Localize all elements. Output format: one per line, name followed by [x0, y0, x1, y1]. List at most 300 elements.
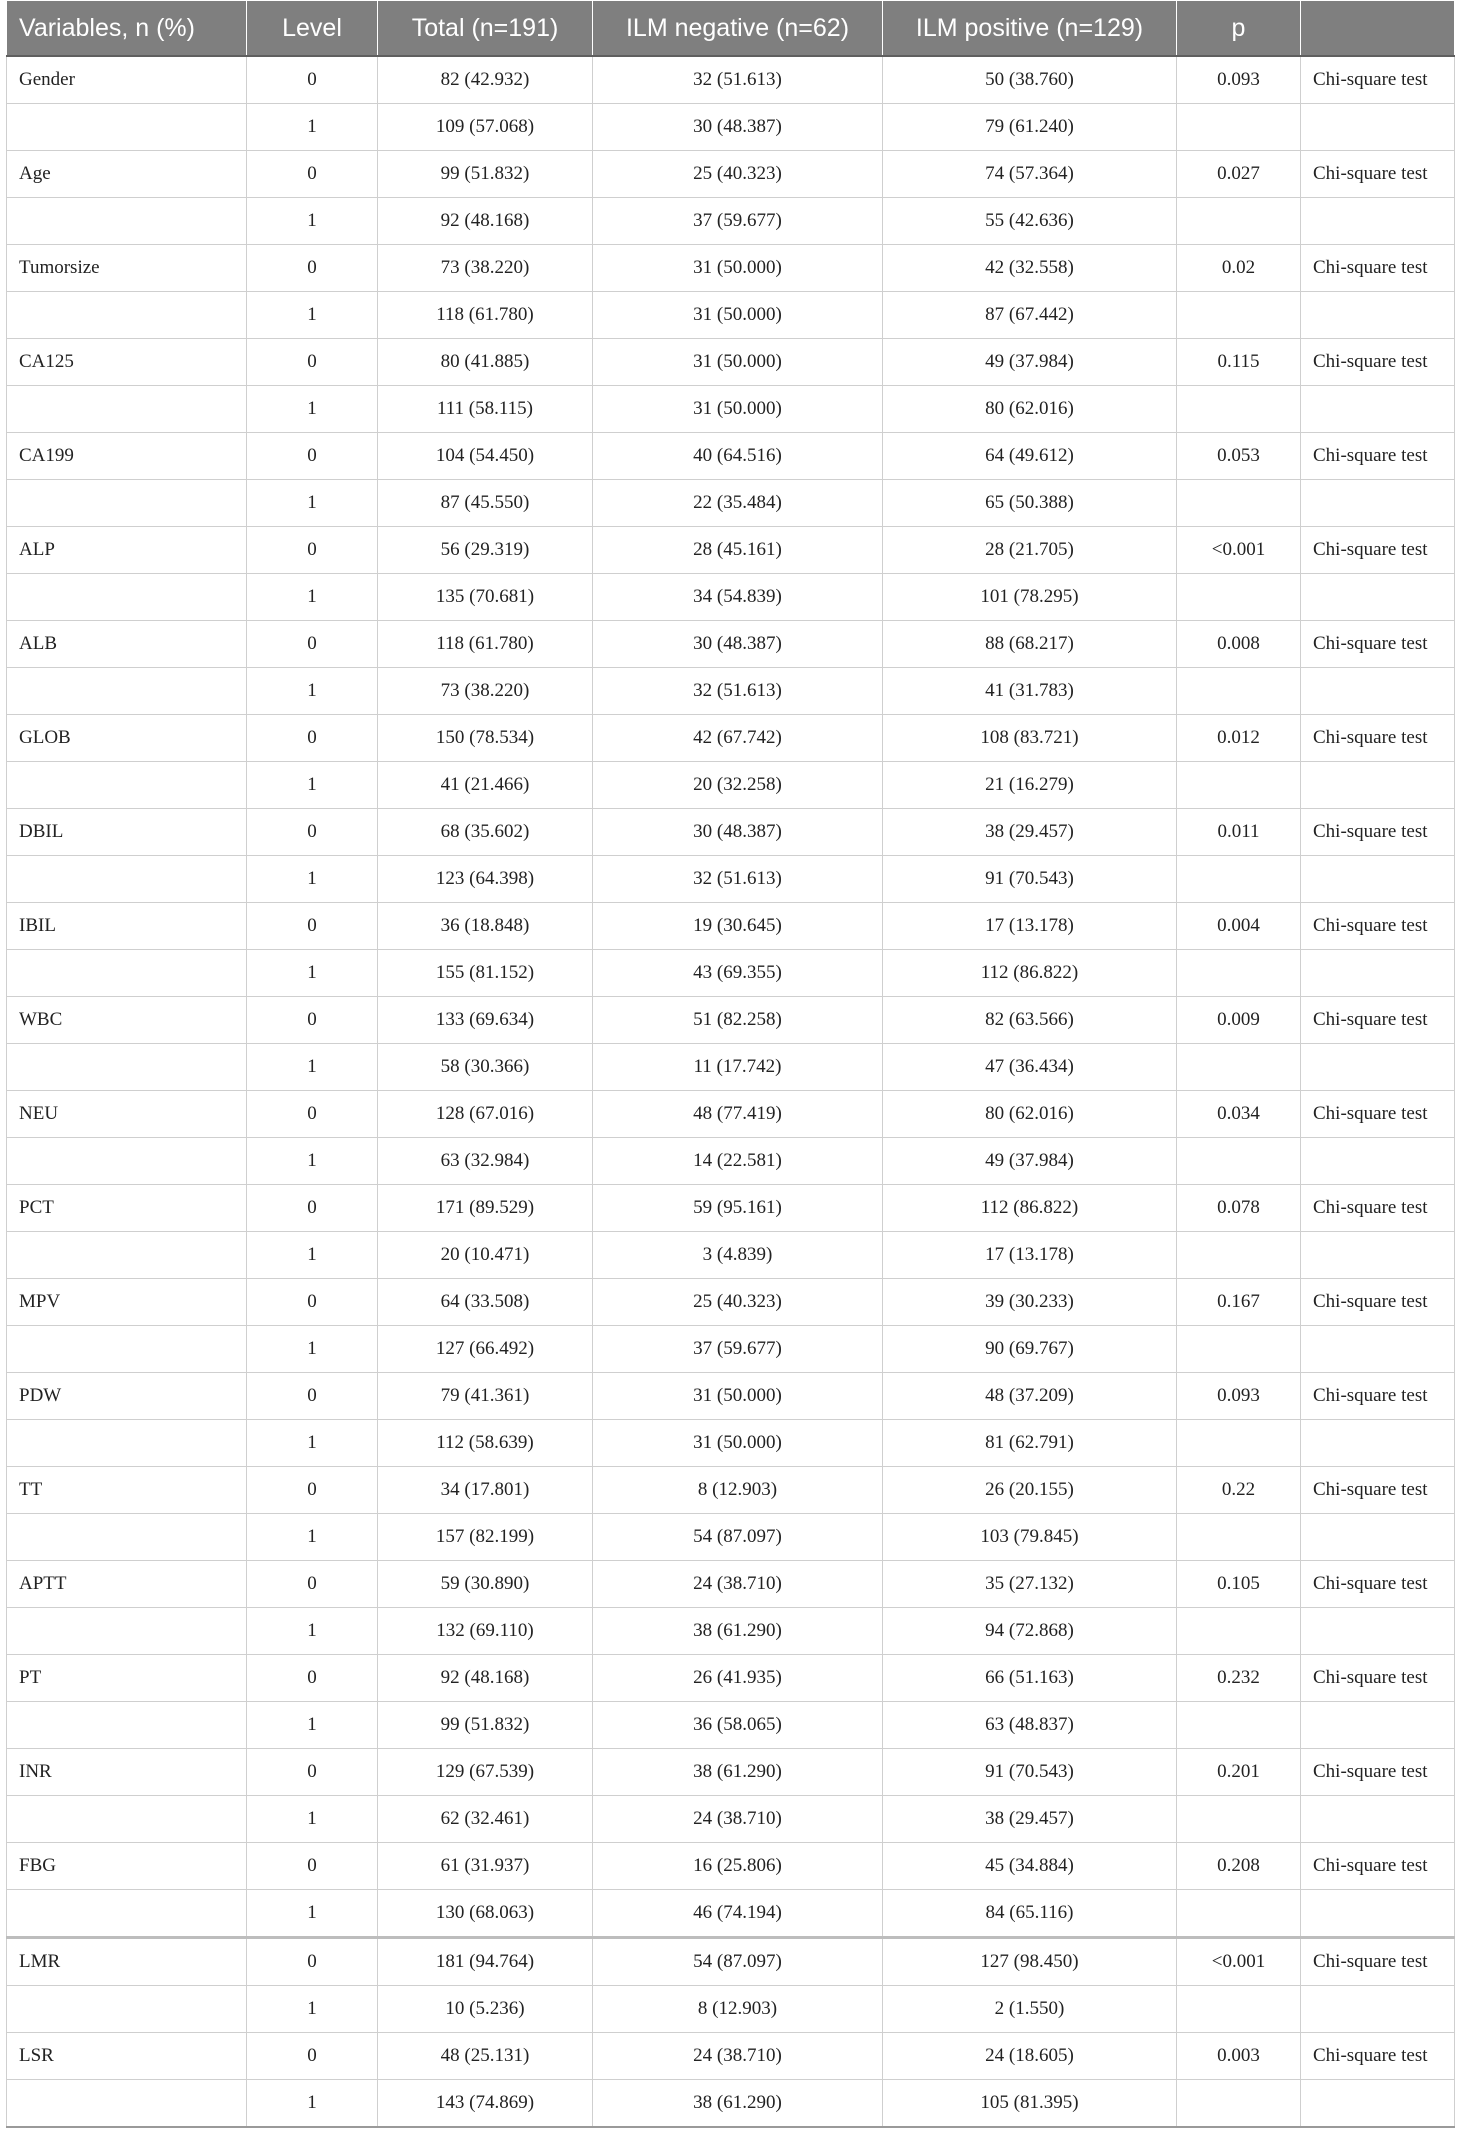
table-row: [7, 56, 1455, 104]
cell-level: 1: [247, 104, 378, 151]
cell-ilm-negative: 46 (74.194): [593, 1890, 883, 1938]
cell-ilm-positive: 42 (32.558): [883, 245, 1177, 292]
cell-p-value: 0.003: [1177, 2033, 1301, 2080]
cell-ilm-negative: 31 (50.000): [593, 386, 883, 433]
cell-ilm-negative: 36 (58.065): [593, 1702, 883, 1749]
table-row: [7, 1514, 1455, 1561]
cell-total: 34 (17.801): [378, 1467, 593, 1514]
cell-total: 73 (38.220): [378, 668, 593, 715]
cell-ilm-negative: 30 (48.387): [593, 809, 883, 856]
cell-ilm-positive: 21 (16.279): [883, 762, 1177, 809]
table-row: [7, 1044, 1455, 1091]
cell-total: 128 (67.016): [378, 1091, 593, 1138]
cell-level: 0: [247, 1373, 378, 1420]
cell-variable: LMR: [7, 1938, 247, 1986]
cell-variable: WBC: [7, 997, 247, 1044]
cell-ilm-positive: 79 (61.240): [883, 104, 1177, 151]
cell-variable: NEU: [7, 1091, 247, 1138]
cell-total: 87 (45.550): [378, 480, 593, 527]
cell-test: [1301, 1608, 1455, 1655]
cell-variable: IBIL: [7, 903, 247, 950]
cell-level: 1: [247, 1326, 378, 1373]
cell-level: 1: [247, 1890, 378, 1938]
table-row: [7, 480, 1455, 527]
cell-p-value: [1177, 1986, 1301, 2033]
cell-p-value: 0.008: [1177, 621, 1301, 668]
cell-test: [1301, 668, 1455, 715]
cell-ilm-positive: 17 (13.178): [883, 1232, 1177, 1279]
cell-ilm-negative: 19 (30.645): [593, 903, 883, 950]
table-row: [7, 1796, 1455, 1843]
cell-level: 0: [247, 1938, 378, 1986]
cell-test: [1301, 1326, 1455, 1373]
cell-total: 36 (18.848): [378, 903, 593, 950]
cell-total: 92 (48.168): [378, 1655, 593, 1702]
cell-variable: [7, 1326, 247, 1373]
cell-ilm-negative: 54 (87.097): [593, 1514, 883, 1561]
cell-ilm-negative: 38 (61.290): [593, 1749, 883, 1796]
cell-test: [1301, 1890, 1455, 1938]
cell-level: 1: [247, 1232, 378, 1279]
cell-total: 79 (41.361): [378, 1373, 593, 1420]
cell-ilm-positive: 38 (29.457): [883, 809, 1177, 856]
table-row: [7, 2080, 1455, 2128]
cell-ilm-negative: 31 (50.000): [593, 1420, 883, 1467]
cell-ilm-negative: 3 (4.839): [593, 1232, 883, 1279]
cell-total: 133 (69.634): [378, 997, 593, 1044]
cell-variable: [7, 1420, 247, 1467]
table-row: [7, 1185, 1455, 1232]
table-row: [7, 574, 1455, 621]
cell-p-value: 0.004: [1177, 903, 1301, 950]
cell-ilm-positive: 127 (98.450): [883, 1938, 1177, 1986]
cell-total: 82 (42.932): [378, 56, 593, 104]
cell-test: [1301, 950, 1455, 997]
cell-p-value: [1177, 1608, 1301, 1655]
cell-variable: [7, 762, 247, 809]
cell-test: Chi-square test: [1301, 997, 1455, 1044]
table-row: [7, 292, 1455, 339]
cell-variable: ALP: [7, 527, 247, 574]
cell-level: 0: [247, 527, 378, 574]
cell-variable: [7, 1514, 247, 1561]
cell-p-value: 0.167: [1177, 1279, 1301, 1326]
cell-ilm-negative: 34 (54.839): [593, 574, 883, 621]
cell-level: 1: [247, 668, 378, 715]
cell-p-value: [1177, 1702, 1301, 1749]
cell-ilm-positive: 63 (48.837): [883, 1702, 1177, 1749]
cell-variable: APTT: [7, 1561, 247, 1608]
cell-ilm-negative: 40 (64.516): [593, 433, 883, 480]
cell-p-value: 0.115: [1177, 339, 1301, 386]
table-row: [7, 1138, 1455, 1185]
cell-total: 63 (32.984): [378, 1138, 593, 1185]
cell-ilm-negative: 24 (38.710): [593, 1796, 883, 1843]
table-row: [7, 997, 1455, 1044]
cell-test: [1301, 1796, 1455, 1843]
cell-test: Chi-square test: [1301, 1185, 1455, 1232]
cell-total: 10 (5.236): [378, 1986, 593, 2033]
cell-total: 92 (48.168): [378, 198, 593, 245]
cell-p-value: [1177, 1044, 1301, 1091]
cell-test: [1301, 480, 1455, 527]
cell-ilm-positive: 66 (51.163): [883, 1655, 1177, 1702]
cell-ilm-positive: 91 (70.543): [883, 856, 1177, 903]
cell-ilm-negative: 37 (59.677): [593, 198, 883, 245]
cell-total: 58 (30.366): [378, 1044, 593, 1091]
cell-ilm-negative: 31 (50.000): [593, 339, 883, 386]
cell-variable: [7, 292, 247, 339]
header-variables: Variables, n (%): [7, 1, 247, 57]
cell-ilm-negative: 30 (48.387): [593, 621, 883, 668]
cell-level: 0: [247, 433, 378, 480]
cell-ilm-positive: 48 (37.209): [883, 1373, 1177, 1420]
cell-ilm-positive: 105 (81.395): [883, 2080, 1177, 2128]
cell-ilm-positive: 49 (37.984): [883, 1138, 1177, 1185]
cell-p-value: 0.105: [1177, 1561, 1301, 1608]
table-row: [7, 809, 1455, 856]
cell-ilm-negative: 30 (48.387): [593, 104, 883, 151]
cell-total: 99 (51.832): [378, 151, 593, 198]
cell-p-value: 0.093: [1177, 1373, 1301, 1420]
cell-ilm-negative: 54 (87.097): [593, 1938, 883, 1986]
table-row: [7, 1702, 1455, 1749]
cell-variable: [7, 104, 247, 151]
cell-test: [1301, 2080, 1455, 2128]
table-row: [7, 386, 1455, 433]
cell-p-value: [1177, 1796, 1301, 1843]
cell-level: 0: [247, 1185, 378, 1232]
data-table: [6, 0, 1455, 2128]
cell-level: 0: [247, 339, 378, 386]
cell-level: 1: [247, 1608, 378, 1655]
cell-total: 56 (29.319): [378, 527, 593, 574]
table-row: [7, 1749, 1455, 1796]
cell-ilm-positive: 17 (13.178): [883, 903, 1177, 950]
cell-ilm-positive: 65 (50.388): [883, 480, 1177, 527]
cell-ilm-negative: 32 (51.613): [593, 56, 883, 104]
cell-variable: PCT: [7, 1185, 247, 1232]
cell-ilm-negative: 32 (51.613): [593, 668, 883, 715]
cell-ilm-positive: 81 (62.791): [883, 1420, 1177, 1467]
table-row: [7, 1843, 1455, 1890]
cell-variable: PDW: [7, 1373, 247, 1420]
cell-p-value: [1177, 198, 1301, 245]
cell-total: 48 (25.131): [378, 2033, 593, 2080]
header-test: [1301, 1, 1455, 57]
table-row: [7, 245, 1455, 292]
cell-p-value: 0.232: [1177, 1655, 1301, 1702]
cell-ilm-positive: 2 (1.550): [883, 1986, 1177, 2033]
table-row: [7, 856, 1455, 903]
cell-variable: CA125: [7, 339, 247, 386]
table-row: [7, 1608, 1455, 1655]
cell-ilm-negative: 32 (51.613): [593, 856, 883, 903]
table-row: [7, 621, 1455, 668]
cell-test: Chi-square test: [1301, 1749, 1455, 1796]
cell-total: 181 (94.764): [378, 1938, 593, 1986]
cell-variable: [7, 1890, 247, 1938]
table-row: [7, 1561, 1455, 1608]
cell-total: 104 (54.450): [378, 433, 593, 480]
header-row: [7, 1, 1455, 57]
cell-test: [1301, 1420, 1455, 1467]
header-ilm-negative: ILM negative (n=62): [593, 1, 883, 57]
cell-variable: [7, 856, 247, 903]
cell-ilm-positive: 38 (29.457): [883, 1796, 1177, 1843]
cell-variable: Age: [7, 151, 247, 198]
table-row: [7, 104, 1455, 151]
cell-test: [1301, 386, 1455, 433]
cell-ilm-positive: 87 (67.442): [883, 292, 1177, 339]
cell-test: Chi-square test: [1301, 527, 1455, 574]
cell-test: Chi-square test: [1301, 1561, 1455, 1608]
cell-ilm-positive: 45 (34.884): [883, 1843, 1177, 1890]
cell-variable: FBG: [7, 1843, 247, 1890]
cell-level: 1: [247, 950, 378, 997]
cell-total: 73 (38.220): [378, 245, 593, 292]
table-row: [7, 339, 1455, 386]
cell-test: [1301, 762, 1455, 809]
cell-variable: [7, 386, 247, 433]
cell-total: 111 (58.115): [378, 386, 593, 433]
cell-variable: MPV: [7, 1279, 247, 1326]
table-row: [7, 1986, 1455, 2033]
cell-ilm-negative: 14 (22.581): [593, 1138, 883, 1185]
cell-total: 41 (21.466): [378, 762, 593, 809]
table-row: [7, 1467, 1455, 1514]
table-row: [7, 1890, 1455, 1938]
table-row: [7, 762, 1455, 809]
cell-total: 127 (66.492): [378, 1326, 593, 1373]
cell-total: 99 (51.832): [378, 1702, 593, 1749]
cell-p-value: 0.02: [1177, 245, 1301, 292]
cell-total: 118 (61.780): [378, 292, 593, 339]
cell-p-value: 0.034: [1177, 1091, 1301, 1138]
cell-ilm-positive: 47 (36.434): [883, 1044, 1177, 1091]
cell-total: 64 (33.508): [378, 1279, 593, 1326]
cell-p-value: 0.011: [1177, 809, 1301, 856]
cell-level: 0: [247, 1279, 378, 1326]
cell-ilm-negative: 24 (38.710): [593, 1561, 883, 1608]
cell-ilm-positive: 41 (31.783): [883, 668, 1177, 715]
cell-ilm-positive: 91 (70.543): [883, 1749, 1177, 1796]
cell-test: Chi-square test: [1301, 433, 1455, 480]
cell-test: Chi-square test: [1301, 715, 1455, 762]
cell-level: 1: [247, 2080, 378, 2128]
cell-p-value: [1177, 2080, 1301, 2128]
cell-variable: INR: [7, 1749, 247, 1796]
cell-total: 143 (74.869): [378, 2080, 593, 2128]
cell-test: Chi-square test: [1301, 1938, 1455, 1986]
cell-level: 1: [247, 1796, 378, 1843]
cell-test: Chi-square test: [1301, 339, 1455, 386]
cell-ilm-negative: 43 (69.355): [593, 950, 883, 997]
cell-p-value: 0.053: [1177, 433, 1301, 480]
cell-variable: [7, 1138, 247, 1185]
cell-ilm-negative: 22 (35.484): [593, 480, 883, 527]
cell-level: 0: [247, 2033, 378, 2080]
cell-total: 20 (10.471): [378, 1232, 593, 1279]
cell-p-value: [1177, 856, 1301, 903]
cell-test: [1301, 1702, 1455, 1749]
cell-test: Chi-square test: [1301, 2033, 1455, 2080]
cell-ilm-negative: 31 (50.000): [593, 292, 883, 339]
cell-total: 155 (81.152): [378, 950, 593, 997]
cell-level: 0: [247, 1749, 378, 1796]
cell-total: 62 (32.461): [378, 1796, 593, 1843]
cell-ilm-positive: 28 (21.705): [883, 527, 1177, 574]
cell-ilm-negative: 20 (32.258): [593, 762, 883, 809]
cell-test: Chi-square test: [1301, 903, 1455, 950]
cell-variable: [7, 2080, 247, 2128]
cell-p-value: [1177, 1514, 1301, 1561]
cell-ilm-positive: 90 (69.767): [883, 1326, 1177, 1373]
cell-ilm-negative: 28 (45.161): [593, 527, 883, 574]
table-row: [7, 1938, 1455, 1986]
cell-p-value: [1177, 1326, 1301, 1373]
cell-ilm-negative: 25 (40.323): [593, 151, 883, 198]
cell-variable: [7, 668, 247, 715]
cell-ilm-positive: 26 (20.155): [883, 1467, 1177, 1514]
table-row: [7, 903, 1455, 950]
cell-p-value: [1177, 950, 1301, 997]
cell-ilm-positive: 35 (27.132): [883, 1561, 1177, 1608]
cell-level: 1: [247, 1514, 378, 1561]
cell-ilm-negative: 38 (61.290): [593, 1608, 883, 1655]
cell-test: [1301, 1138, 1455, 1185]
cell-p-value: 0.027: [1177, 151, 1301, 198]
cell-test: [1301, 574, 1455, 621]
cell-level: 0: [247, 903, 378, 950]
cell-p-value: 0.208: [1177, 1843, 1301, 1890]
cell-p-value: 0.078: [1177, 1185, 1301, 1232]
cell-level: 0: [247, 56, 378, 104]
cell-ilm-negative: 24 (38.710): [593, 2033, 883, 2080]
cell-ilm-positive: 94 (72.868): [883, 1608, 1177, 1655]
cell-p-value: [1177, 104, 1301, 151]
cell-total: 171 (89.529): [378, 1185, 593, 1232]
cell-test: Chi-square test: [1301, 1373, 1455, 1420]
cell-variable: DBIL: [7, 809, 247, 856]
cell-p-value: [1177, 668, 1301, 715]
cell-total: 118 (61.780): [378, 621, 593, 668]
cell-level: 1: [247, 1420, 378, 1467]
cell-level: 1: [247, 856, 378, 903]
cell-level: 0: [247, 245, 378, 292]
cell-ilm-positive: 88 (68.217): [883, 621, 1177, 668]
cell-level: 1: [247, 1702, 378, 1749]
cell-test: Chi-square test: [1301, 1467, 1455, 1514]
cell-variable: [7, 1702, 247, 1749]
cell-p-value: <0.001: [1177, 1938, 1301, 1986]
cell-p-value: [1177, 480, 1301, 527]
header-ilm-positive: ILM positive (n=129): [883, 1, 1177, 57]
cell-variable: [7, 1608, 247, 1655]
cell-variable: [7, 1232, 247, 1279]
header-p: p: [1177, 1, 1301, 57]
cell-total: 61 (31.937): [378, 1843, 593, 1890]
cell-variable: Gender: [7, 56, 247, 104]
cell-level: 1: [247, 574, 378, 621]
cell-test: Chi-square test: [1301, 1279, 1455, 1326]
cell-total: 130 (68.063): [378, 1890, 593, 1938]
cell-variable: CA199: [7, 433, 247, 480]
cell-p-value: 0.012: [1177, 715, 1301, 762]
cell-ilm-negative: 26 (41.935): [593, 1655, 883, 1702]
cell-ilm-positive: 39 (30.233): [883, 1279, 1177, 1326]
cell-p-value: <0.001: [1177, 527, 1301, 574]
cell-ilm-positive: 74 (57.364): [883, 151, 1177, 198]
cell-ilm-negative: 16 (25.806): [593, 1843, 883, 1890]
cell-ilm-negative: 59 (95.161): [593, 1185, 883, 1232]
table-row: [7, 1279, 1455, 1326]
cell-total: 59 (30.890): [378, 1561, 593, 1608]
cell-test: Chi-square test: [1301, 621, 1455, 668]
cell-level: 1: [247, 1044, 378, 1091]
cell-total: 112 (58.639): [378, 1420, 593, 1467]
cell-level: 0: [247, 151, 378, 198]
cell-level: 0: [247, 715, 378, 762]
cell-ilm-positive: 64 (49.612): [883, 433, 1177, 480]
cell-level: 1: [247, 198, 378, 245]
cell-level: 0: [247, 1655, 378, 1702]
cell-level: 0: [247, 1843, 378, 1890]
cell-test: [1301, 1986, 1455, 2033]
table-row: [7, 527, 1455, 574]
cell-test: [1301, 1044, 1455, 1091]
cell-variable: [7, 198, 247, 245]
cell-ilm-negative: 38 (61.290): [593, 2080, 883, 2128]
cell-variable: ALB: [7, 621, 247, 668]
cell-test: [1301, 1232, 1455, 1279]
cell-p-value: 0.201: [1177, 1749, 1301, 1796]
cell-level: 1: [247, 1138, 378, 1185]
cell-variable: [7, 950, 247, 997]
cell-level: 0: [247, 1561, 378, 1608]
cell-ilm-positive: 80 (62.016): [883, 1091, 1177, 1138]
cell-variable: [7, 1796, 247, 1843]
cell-test: Chi-square test: [1301, 1843, 1455, 1890]
cell-level: 1: [247, 292, 378, 339]
cell-test: Chi-square test: [1301, 1655, 1455, 1702]
cell-level: 0: [247, 1467, 378, 1514]
cell-level: 0: [247, 809, 378, 856]
table-row: [7, 1373, 1455, 1420]
cell-ilm-positive: 84 (65.116): [883, 1890, 1177, 1938]
cell-ilm-positive: 49 (37.984): [883, 339, 1177, 386]
cell-level: 0: [247, 997, 378, 1044]
cell-p-value: 0.22: [1177, 1467, 1301, 1514]
cell-level: 0: [247, 1091, 378, 1138]
table-row: [7, 1420, 1455, 1467]
cell-variable: [7, 1044, 247, 1091]
cell-ilm-positive: 50 (38.760): [883, 56, 1177, 104]
cell-ilm-negative: 48 (77.419): [593, 1091, 883, 1138]
cell-ilm-positive: 24 (18.605): [883, 2033, 1177, 2080]
cell-total: 80 (41.885): [378, 339, 593, 386]
cell-total: 157 (82.199): [378, 1514, 593, 1561]
table-row: [7, 715, 1455, 762]
cell-variable: [7, 574, 247, 621]
cell-ilm-positive: 82 (63.566): [883, 997, 1177, 1044]
table-row: [7, 950, 1455, 997]
cell-ilm-positive: 112 (86.822): [883, 950, 1177, 997]
cell-ilm-positive: 55 (42.636): [883, 198, 1177, 245]
cell-variable: TT: [7, 1467, 247, 1514]
cell-variable: LSR: [7, 2033, 247, 2080]
cell-total: 135 (70.681): [378, 574, 593, 621]
